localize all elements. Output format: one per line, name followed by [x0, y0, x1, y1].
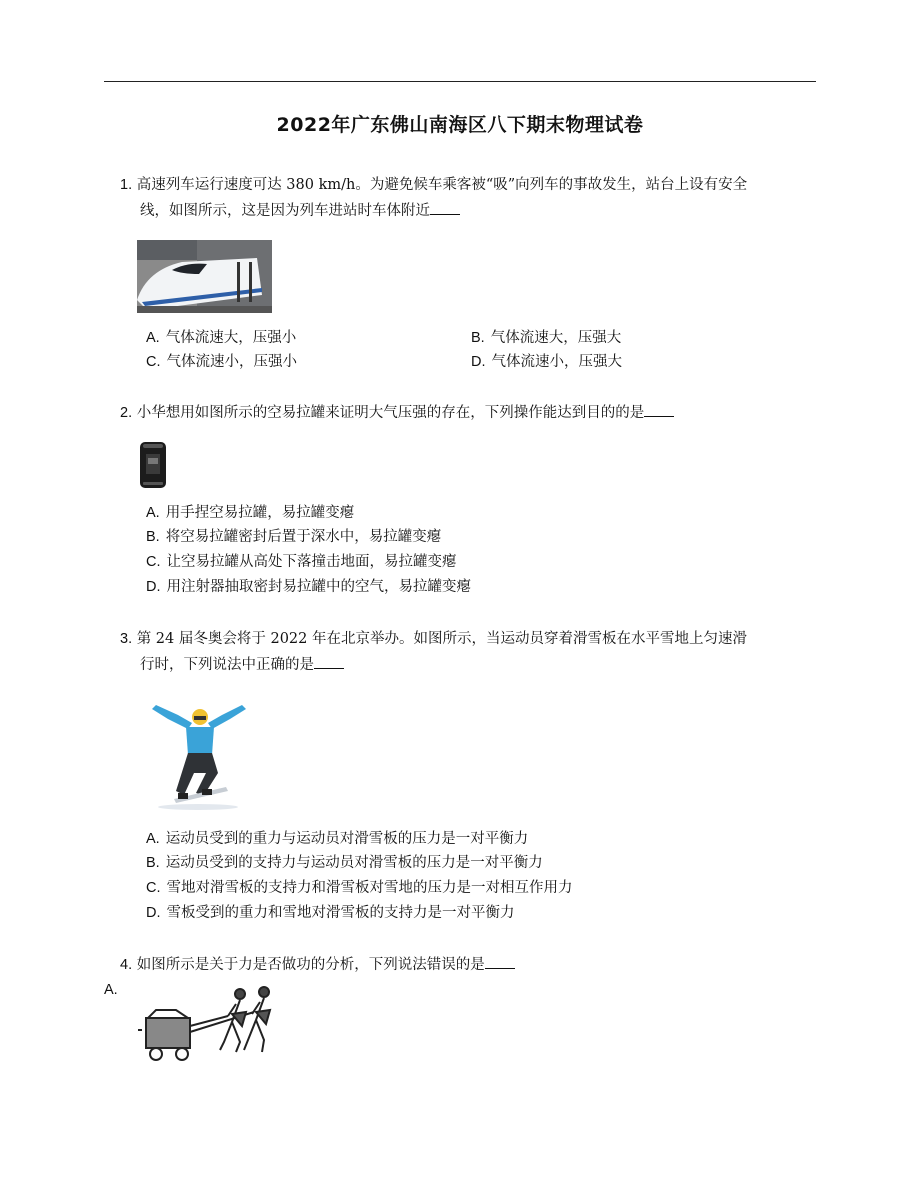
question-number: 4. — [120, 957, 133, 973]
question-text: 小华想用如图所示的空易拉罐来证明大气压强的存在，下列操作能达到目的的是 — [136, 405, 645, 421]
answer-blank — [430, 200, 460, 215]
question-4 — [120, 952, 820, 978]
question-text: 如图所示是关于力是否做功的分析，下列说法错误的是 — [136, 957, 485, 973]
option-2a[interactable]: A. 用手捏空易拉罐，易拉罐变瘪 — [146, 505, 355, 521]
option-3c[interactable]: C. 雪地对滑雪板的支持力和滑雪板对雪地的压力是一对相互作用力 — [146, 880, 573, 896]
sub-option-label[interactable]: A. — [104, 982, 118, 998]
question-text: 高速列车运行速度可达 380 km/h。为避免候车乘客被“吸”向列车的事故发生，站台上设有安全 — [136, 177, 748, 193]
question-number: 2. — [120, 405, 133, 421]
option-2b[interactable]: B. 将空易拉罐密封后置于深水中，易拉罐变瘪 — [146, 529, 442, 545]
header-rule — [104, 81, 816, 82]
question-text: 线，如图所示，这是因为列车进站时车体附近 — [140, 203, 430, 219]
question-2-line1 — [120, 400, 820, 426]
option-1a[interactable]: A. 气体流速大，压强小 — [146, 330, 297, 346]
question-number: 1. — [120, 177, 133, 193]
snowboarder-image — [148, 703, 250, 811]
answer-blank — [314, 654, 344, 669]
question-3-line2 — [140, 652, 820, 678]
option-1c[interactable]: C. 气体流速小，压强小 — [146, 354, 297, 370]
page-title: 2022年广东佛山南海区八下期末物理试卷 — [276, 114, 644, 136]
option-2c[interactable]: C. 让空易拉罐从高处下落撞击地面，易拉罐变瘪 — [146, 554, 457, 570]
high-speed-train-image — [137, 240, 272, 313]
option-1d[interactable]: D. 气体流速小，压强大 — [471, 354, 622, 370]
question-4-line1 — [120, 952, 820, 978]
answer-blank — [644, 402, 674, 417]
soda-can-image — [138, 440, 168, 490]
answer-blank — [485, 954, 515, 969]
question-3 — [120, 626, 820, 678]
question-2 — [120, 400, 820, 426]
question-1 — [120, 172, 820, 224]
option-1b[interactable]: B. 气体流速大，压强大 — [471, 330, 622, 346]
option-3d[interactable]: D. 雪板受到的重力和雪地对滑雪板的支持力是一对平衡力 — [146, 905, 515, 921]
question-1-line1 — [120, 172, 820, 198]
question-text: 第 24 届冬奥会将于 2022 年在北京举办。如图所示，当运动员穿着滑雪板在水平雪地上匀速滑 — [136, 631, 747, 647]
question-number: 3. — [120, 631, 133, 647]
question-1-line2 — [140, 198, 820, 224]
question-3-line1 — [120, 626, 820, 652]
question-text: 行时，下列说法中正确的是 — [140, 657, 314, 673]
option-3b[interactable]: B. 运动员受到的支持力与运动员对滑雪板的压力是一对平衡力 — [146, 855, 543, 871]
option-3a[interactable]: A. 运动员受到的重力与运动员对滑雪板的压力是一对平衡力 — [146, 831, 529, 847]
people-pulling-cart-image — [136, 986, 282, 1066]
option-2d[interactable]: D. 用注射器抽取密封易拉罐中的空气，易拉罐变瘪 — [146, 579, 471, 595]
